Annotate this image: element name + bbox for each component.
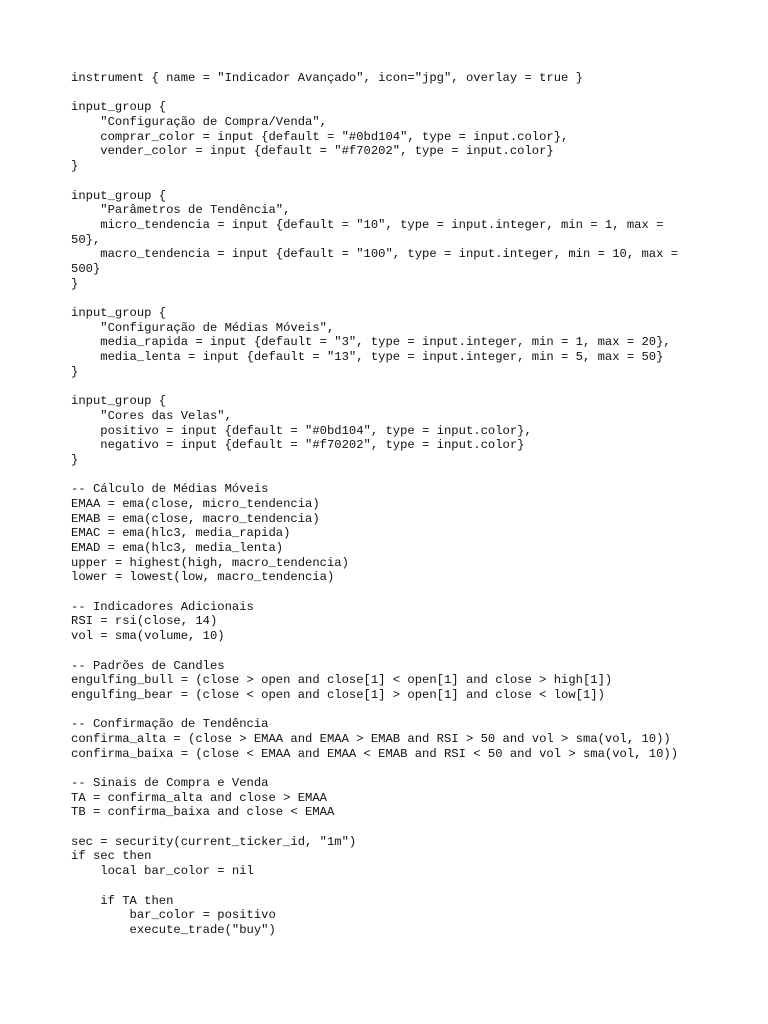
blank-line: [71, 291, 678, 306]
code-line: engulfing_bear = (close < open and close[1] > open[1] and close < low[1]): [71, 687, 605, 702]
code-line: media_rapida = input {default = "3", type = input.integer, min = 1, max = 20},: [71, 335, 671, 350]
code-line: 500}: [71, 261, 101, 276]
code-line: input_group {: [71, 394, 167, 409]
code-line: }: [71, 364, 79, 379]
code-line: micro_tendencia = input {default = "10", type = input.integer, min = 1, max =: [71, 217, 664, 232]
code-block: [71, 71, 678, 938]
code-line: bar_color = positivo: [71, 908, 276, 923]
code-line: -- Indicadores Adicionais: [71, 599, 254, 614]
code-line: "Cores das Velas",: [71, 408, 232, 423]
code-line: sec = security(current_ticker_id, "1m"): [71, 834, 357, 849]
blank-line: [71, 585, 678, 600]
code-line: EMAB = ema(close, macro_tendencia): [71, 511, 320, 526]
code-line: vol = sma(volume, 10): [71, 629, 225, 644]
code-line: confirma_baixa = (close < EMAA and EMAA < EMAB and RSI < 50 and vol > sma(vol, 10)): [71, 746, 679, 761]
code-line: lower = lowest(low, macro_tendencia): [71, 570, 335, 585]
code-line: EMAC = ema(hlc3, media_rapida): [71, 526, 291, 541]
code-line: TB = confirma_baixa and close < EMAA: [71, 805, 335, 820]
code-line: -- Padrões de Candles: [71, 658, 225, 673]
code-line: TA = confirma_alta and close > EMAA: [71, 790, 327, 805]
code-line: macro_tendencia = input {default = "100", type = input.integer, min = 10, max =: [71, 247, 679, 262]
code-line: if sec then: [71, 849, 152, 864]
code-line: -- Cálculo de Médias Móveis: [71, 482, 269, 497]
code-line: comprar_color = input {default = "#0bd104", type = input.color},: [71, 129, 569, 144]
code-line: }: [71, 159, 79, 174]
code-line: }: [71, 276, 79, 291]
code-line: -- Confirmação de Tendência: [71, 717, 269, 732]
code-line: instrument { name = "Indicador Avançado", icon="jpg", overlay = true }: [71, 71, 583, 85]
code-line: local bar_color = nil: [71, 864, 254, 879]
code-line: input_group {: [71, 100, 167, 115]
code-line: EMAD = ema(hlc3, media_lenta): [71, 541, 284, 555]
blank-line: [71, 761, 678, 776]
code-line: "Parâmetros de Tendência",: [71, 203, 291, 218]
blank-line: [71, 379, 678, 394]
code-line: -- Sinais de Compra e Venda: [71, 776, 269, 790]
blank-line: [71, 703, 678, 718]
code-line: "Configuração de Compra/Venda",: [71, 115, 327, 130]
code-line: media_lenta = input {default = "13", type = input.integer, min = 5, max = 50}: [71, 350, 664, 365]
code-line: EMAA = ema(close, micro_tendencia): [71, 496, 320, 511]
blank-line: [71, 86, 678, 101]
code-line: execute_trade("buy"): [71, 922, 276, 937]
code-line: engulfing_bull = (close > open and close[1] < open[1] and close > high[1]): [71, 673, 613, 688]
code-line: input_group {: [71, 306, 167, 320]
code-line: upper = highest(high, macro_tendencia): [71, 555, 349, 570]
code-line: vender_color = input {default = "#f70202", type = input.color}: [71, 144, 554, 159]
code-line: positivo = input {default = "#0bd104", type = input.color},: [71, 423, 532, 438]
blank-line: [71, 174, 678, 189]
code-line: RSI = rsi(close, 14): [71, 614, 218, 629]
code-line: if TA then: [71, 893, 174, 908]
code-line: confirma_alta = (close > EMAA and EMAA > EMAB and RSI > 50 and vol > sma(vol, 10)): [71, 731, 671, 746]
blank-line: [71, 644, 678, 659]
blank-line: [71, 468, 678, 483]
blank-line: [71, 820, 678, 835]
code-line: 50},: [71, 232, 101, 247]
code-line: "Configuração de Médias Móveis",: [71, 320, 335, 335]
code-line: }: [71, 452, 79, 467]
code-line: negativo = input {default = "#f70202", type = input.color}: [71, 438, 525, 453]
blank-line: [71, 879, 678, 894]
code-line: input_group {: [71, 188, 167, 203]
